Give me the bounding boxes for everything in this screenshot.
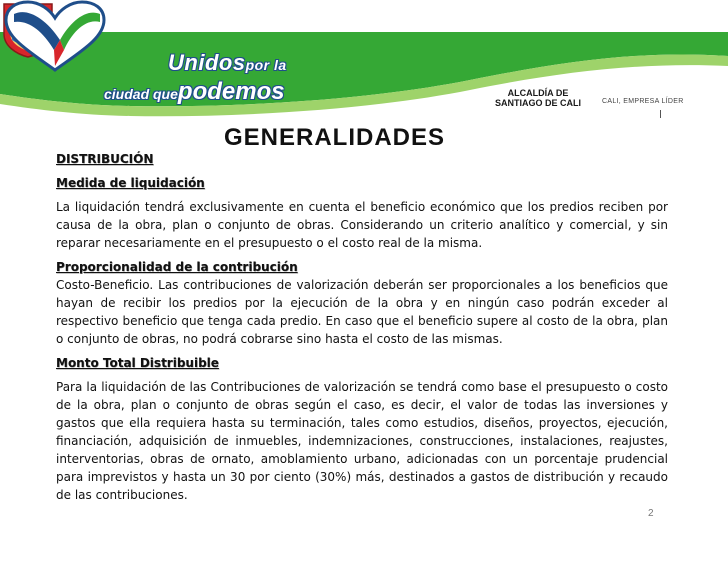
- section-heading-distribucion: DISTRIBUCIÓN: [56, 152, 154, 166]
- section-heading-monto: Monto Total Distribuible: [56, 356, 219, 370]
- page-title: GENERALIDADES: [224, 124, 446, 151]
- brand-tick-mark: [660, 110, 661, 118]
- alcaldia-label: [478, 88, 598, 108]
- section-heading-proporcionalidad: Proporcionalidad de la contribución: [56, 260, 298, 274]
- section-body-medida: La liquidación tendrá exclusivamente en cuenta el beneficio económico que los predios reciben por causa de la obra, plan o conjunto de obras. Considerando un criterio analítico y comercial, y sin reparar necesariamente en el presupuesto o el costo real de la misma.: [56, 200, 668, 250]
- slogan-ciudad-que: ciudad que: [104, 86, 178, 102]
- header-banner: [0, 0, 728, 140]
- slogan-line-2: [104, 78, 285, 106]
- alcaldia-line-1: ALCALDÍA DE: [507, 88, 569, 98]
- heart-logo: [0, 0, 110, 72]
- slogan-por-la: por la: [245, 57, 287, 73]
- section-body-proporcionalidad: Costo-Beneficio. Las contribuciones de valorización deberán ser proporcionales a los beneficios que hayan de recibir los predios por la ejecución de la obra y en ningún caso podrán exceder al respectivo beneficio que tenga cada predio. En caso que el beneficio supere al costo de la obra, plan o conjunto de obras, no podrá cobrarse sino hasta el costo de las mismas.: [56, 278, 668, 346]
- slogan-line-1: [168, 50, 287, 76]
- page-number: 2: [648, 508, 654, 519]
- content-area: [56, 150, 668, 504]
- section-body-monto: Para la liquidación de las Contribuciones de valorización se tendrá como base el presupuesto o costo de la obra, plan o conjunto de obras según el caso, es decir, el valor de todas las inversiones y gastos que ella requiera hasta su terminación, tales como estudios, diseños, proyectos, ejecución, financiación, adquisición de inmuebles, indemnizaciones, construcciones, instalaciones, reajustes, interventorias, obras de ornato, amoblamiento urbano, adicionadas con un porcentaje prudencial para imprevistos y hasta un 30 por ciento (30%) más, destinados a gastos de distribución y recaudo de las contribuciones.: [56, 380, 668, 502]
- slogan-podemos: podemos: [177, 78, 285, 105]
- section-heading-medida: Medida de liquidación: [56, 176, 205, 190]
- slogan-unidos: Unidos: [168, 50, 246, 75]
- alcaldia-line-2: SANTIAGO DE CALI: [494, 98, 581, 108]
- brand-tag: CALI, EMPRESA LÍDER: [602, 98, 684, 105]
